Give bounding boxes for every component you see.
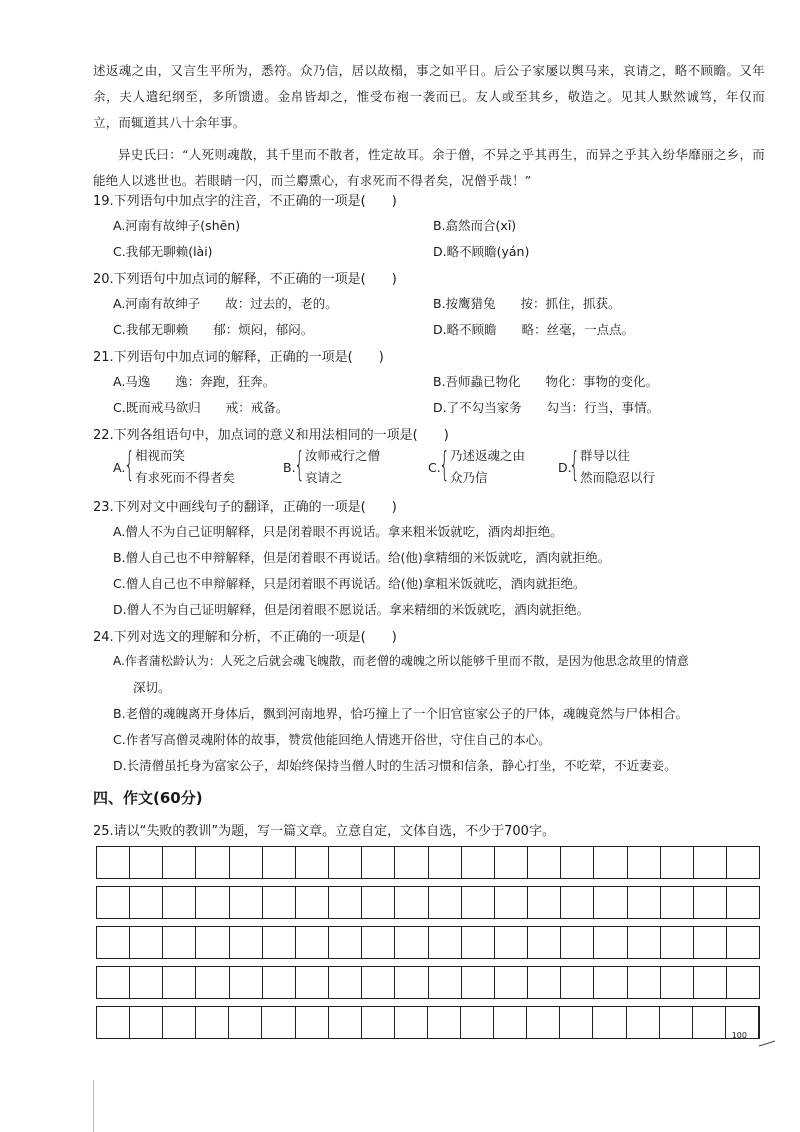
grid-row[interactable] — [96, 886, 760, 919]
grid-row[interactable] — [96, 846, 760, 879]
passage-paragraph-1: 述返魂之由，又言生平所为，悉符。众乃信，居以故榻，事之如平日。后公子家屡以舆马来，哀请之，略不顾瞻。又年余，夫人遣纪纲至，多所馈遗。金帛皆却之，惟受布袍一袭而已。友人或至其乡，敬造之。见其人默然诚笃，年仅而立，而辄道其八十余年事。 — [93, 63, 765, 130]
q19-option-c: C.我郁无聊赖(lài) — [113, 244, 213, 259]
q19-option-a: A.河南有故绅子(shēn) — [113, 218, 241, 233]
q22-option-b-line2: 哀请之 — [305, 470, 343, 485]
q22-option-a-line1: 相视而笑 — [135, 448, 186, 463]
grid-row[interactable] — [96, 966, 760, 999]
word-count-marker: 100 — [731, 1031, 747, 1040]
q22-option-c-line2: 众乃信 — [450, 470, 488, 485]
question-22-stem: 22.下列各组语句中，加点词的意义和用法相同的一项是( ) — [93, 428, 449, 443]
q20-option-d: D.略不顾瞻 略：丝毫，一点点。 — [433, 322, 635, 337]
q20-option-b: B.按鹰猎兔 按：抓住，抓获。 — [433, 296, 621, 311]
brace-icon: { — [294, 445, 305, 485]
brace-icon: { — [439, 445, 450, 485]
q24-option-a: A.作者蒲松龄认为：人死之后就会魂飞魄散，而老僧的魂魄之所以能够千里而不散，是因为他思念故里的情意 — [113, 654, 689, 668]
reading-passage — [93, 58, 765, 194]
section-title: 四、作文(60分) — [93, 789, 203, 807]
brace-icon: { — [569, 445, 580, 485]
q22-option-a-line2: 有求死而不得者矣 — [135, 470, 236, 485]
q21-option-a: A.马逸 逸：奔跑，狂奔。 — [113, 374, 276, 389]
q20-option-a: A.河南有故绅子 故：过去的，老的。 — [113, 296, 338, 311]
q22-option-c-line1: 乃述返魂之由 — [450, 448, 526, 463]
question-19-stem: 19.下列语句中加点字的注音，不正确的一项是( ) — [93, 194, 397, 209]
q22-option-b-label: B. — [283, 460, 296, 475]
pen-stroke-icon — [758, 1040, 776, 1048]
q19-option-d: D.略不顾瞻(yán) — [433, 244, 530, 259]
q23-option-c: C.僧人自己也不申辩解释，只是闭着眼不再说话。给(他)拿粗米饭就吃，酒肉就拒绝。 — [113, 576, 586, 591]
q24-option-d: D.长清僧虽托身为富家公子，却始终保持当僧人时的生活习惯和信条，静心打坐，不吃荤，不近妻妾。 — [113, 758, 677, 773]
q24-option-a-cont: 深切。 — [133, 680, 171, 695]
question-24-stem: 24.下列对选文的理解和分析，不正确的一项是( ) — [93, 630, 397, 645]
q19-option-b: B.翕然而合(xī) — [433, 218, 517, 233]
q23-option-b: B.僧人自己也不申辩解释，但是闭着眼不再说话。给(他)拿精细的米饭就吃，酒肉就拒绝。 — [113, 550, 611, 565]
q22-option-d-line1: 群导以往 — [580, 448, 631, 463]
q22-option-a-label: A. — [113, 460, 126, 475]
q22-option-d-line2: 然而隐忍以行 — [580, 470, 656, 485]
q22-option-c-label: C. — [428, 460, 441, 475]
q20-option-c: C.我郁无聊赖 郁：烦闷，郁闷。 — [113, 322, 314, 337]
q24-option-c: C.作者写高僧灵魂附体的故事，赞赏他能回绝人情逃开俗世，守住自己的本心。 — [113, 732, 551, 747]
q22-option-b-line1: 汝师戒行之僧 — [305, 448, 381, 463]
q24-option-b: B.老僧的魂魄离开身体后，飘到河南地界，恰巧撞上了一个旧官宦家公子的尸体，魂魄竟然与尸体相合。 — [113, 706, 689, 721]
question-25-prompt: 25.请以“失败的教训”为题，写一篇文章。立意自定，文体自选，不少于700字。 — [93, 824, 555, 839]
question-21-stem: 21.下列语句中加点词的解释，正确的一项是( ) — [93, 350, 384, 365]
question-20-stem: 20.下列语句中加点词的解释，不正确的一项是( ) — [93, 272, 397, 287]
q21-option-c: C.既而戒马欲归 戒：戒备。 — [113, 400, 289, 415]
q23-option-a: A.僧人不为自己证明解释，只是闭着眼不再说话。拿来粗米饭就吃，酒肉却拒绝。 — [113, 524, 563, 539]
writing-grid[interactable] — [96, 846, 760, 1046]
grid-row[interactable] — [96, 1006, 760, 1039]
passage-paragraph-2: 异史氏曰：“人死则魂散，其千里而不散者，性定故耳。余于僧，不异之乎其再生，而异之乎其入纷华靡丽之乡，而能绝人以逃世也。若眼睛一闪，而兰麝熏心，有求死而不得者矣，况僧乎哉！” — [93, 147, 765, 188]
question-23-stem: 23.下列对文中画线句子的翻译，正确的一项是( ) — [93, 500, 397, 515]
grid-row[interactable] — [96, 926, 760, 959]
q22-option-d-label: D. — [558, 460, 572, 475]
q21-option-b: B.吾师蟲已物化 物化：事物的变化。 — [433, 374, 659, 389]
q21-option-d: D.了不勾当家务 勾当：行当，事情。 — [433, 400, 660, 415]
margin-line — [93, 1080, 94, 1132]
q23-option-d: D.僧人不为自己证明解释，但是闭着眼不愿说话。拿来精细的米饭就吃，酒肉就拒绝。 — [113, 602, 590, 617]
brace-icon: { — [124, 445, 135, 485]
